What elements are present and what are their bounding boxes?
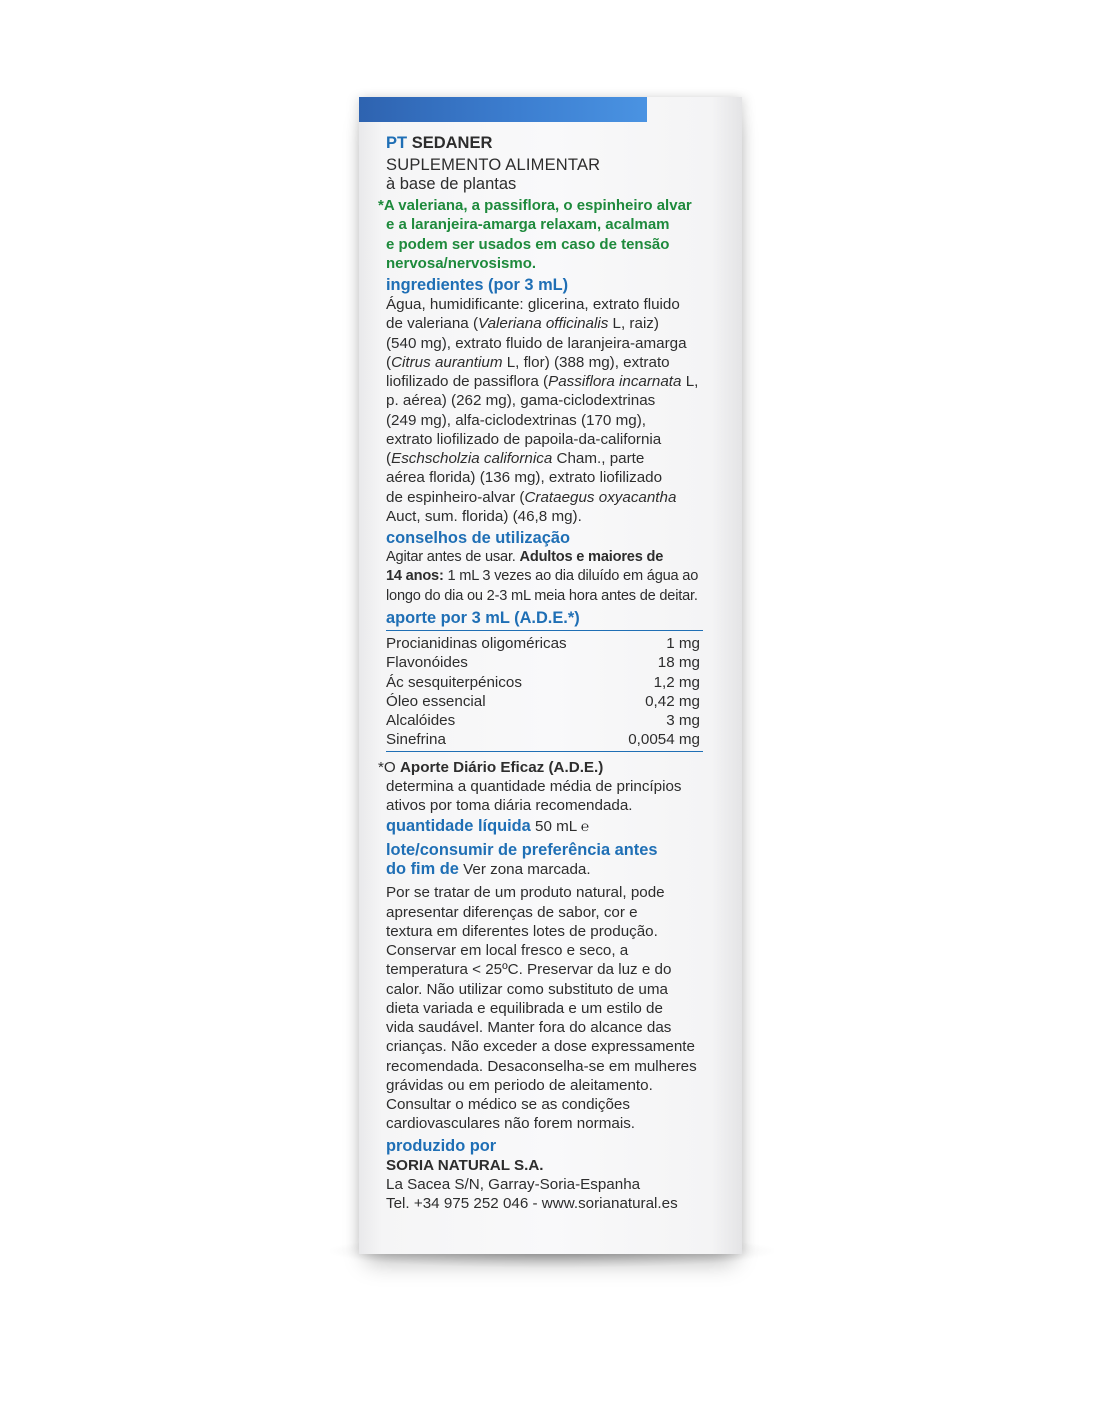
supply-row [386,730,703,749]
warning-line: crianças. Não exceder a dose expressamente [386,1038,695,1056]
lot-expiry-value: Ver zona marcada. [463,861,591,879]
lot-expiry-label-cont: do fim de [386,860,459,879]
latin-name: Crataegus oxyacantha [524,488,677,506]
ingredients-line: de espinheiro-alvar (Crataegus oxyacantha [386,488,677,506]
supply-heading: aporte por 3 mL (A.D.E.*) [386,608,580,627]
warning-line: textura em diferentes lotes de produção. [386,922,658,940]
warning-line: Por se tratar de um produto natural, pode [386,884,665,902]
warnings-text [386,883,732,1133]
ingredients-list [386,295,732,526]
warning-line: calor. Não utilizar como substituto de uma [386,980,668,998]
footnote-line: ativos por toma diária recomendada. [386,797,633,815]
usage-line: longo do dia ou 2-3 mL meia hora antes de deitar. [386,587,698,604]
producer-name: SORIA NATURAL S.A. [386,1156,544,1174]
ingredients-heading: ingredientes (por 3 mL) [386,276,569,295]
warning-line: Conservar em local fresco e seco, a [386,942,629,960]
net-quantity [386,817,732,836]
nutrient-name: Flavonóides [386,654,468,672]
claim-line: e a laranjeira-amarga relaxam, acalmam [386,216,670,234]
ingredients-line: (Citrus aurantium L, flor) (388 mg), extrato [386,353,670,371]
producer-address: La Sacea S/N, Garray-Soria-Espanha [386,1175,641,1193]
estimated-sign-icon: ℮ [580,818,590,835]
latin-name: Valeriana officinalis [478,315,609,333]
nutrient-name: Óleo essencial [386,692,486,710]
claim-line: e podem ser usados em caso de tensão [386,235,670,253]
usage-heading: conselhos de utilização [386,529,570,548]
supply-row [386,692,703,711]
ingredients-line: (249 mg), alfa-ciclodextrinas (170 mg), [386,411,646,429]
producer-heading: produzido por [386,1136,497,1155]
ingredients-line: Auct, sum. florida) (46,8 mg). [386,507,582,525]
latin-name: Citrus aurantium [391,353,503,371]
nutrient-name: Alcalóides [386,712,456,730]
footnote-line: determina a quantidade média de princípios [386,777,682,795]
product-category: SUPLEMENTO ALIMENTAR [386,156,601,174]
product-title [386,133,732,153]
usage-line: Agitar antes de usar. Adultos e maiores de [386,549,664,566]
latin-name: Eschscholzia californica [391,450,553,468]
nutrient-amount: 1,2 mg [653,673,700,691]
lot-expiry-label: lote/consumir de preferência antes [386,840,658,859]
nutrient-name: Procianidinas oligoméricas [386,634,567,652]
nutrient-amount: 0,0054 mg [628,731,700,749]
net-quantity-label: quantidade líquida [386,817,531,836]
label-text-block [378,133,732,1213]
warning-line: grávidas ou em periodo de aleitamento. [386,1076,653,1094]
nutrient-amount: 1 mg [666,634,700,652]
ingredients-line: (Eschscholzia californica Cham., parte [386,450,645,468]
emphasis: Adultos e maiores de [519,549,664,566]
health-claim [378,196,732,273]
nutrient-amount: 3 mg [666,712,700,730]
latin-name: Passiflora incarnata [548,373,682,391]
nutrient-name: Sinefrina [386,731,446,749]
ade-footnote [378,758,732,816]
claim-line: nervosa/nervosismo. [386,254,537,272]
warning-line: vida saudável. Manter fora do alcance das [386,1019,672,1037]
product-category-detail: à base de plantas [386,175,517,193]
ingredients-line: (540 mg), extrato fluido de laranjeira-amarga [386,334,687,352]
blue-header-stripe [359,97,647,122]
producer-contact: Tel. +34 975 252 046 - www.sorianatural.es [386,1195,678,1213]
lot-expiry [386,841,732,880]
warning-line: apresentar diferenças de sabor, cor e [386,903,638,921]
supply-row [386,653,703,672]
product-box-side-panel [359,97,742,1254]
nutrient-amount: 18 mg [657,654,700,672]
supply-row [386,711,703,730]
supply-row [386,634,703,653]
net-quantity-value: 50 mL [535,818,577,836]
product-name: SEDANER [411,134,493,152]
nutrient-amount: 0,42 mg [645,692,700,710]
warning-line: Consultar o médico se as condições [386,1096,630,1114]
usage-line: 14 anos: 1 mL 3 vezes ao dia diluído em água ao [386,568,699,585]
ingredients-line: Água, humidificante: glicerina, extrato fluido [386,296,680,314]
usage-instructions [386,548,732,606]
ingredients-line: p. aérea) (262 mg), gama-ciclodextrinas [386,392,656,410]
warning-line: cardiovasculares não forem normais. [386,1115,636,1133]
ingredients-line: de valeriana (Valeriana officinalis L, raiz) [386,315,659,333]
nutrient-name: Ác sesquiterpénicos [386,673,522,691]
supply-table [386,630,703,752]
warning-line: recomendada. Desaconselha-se em mulheres [386,1057,697,1075]
ade-term: Aporte Diário Eficaz (A.D.E.) [399,758,604,776]
emphasis: 14 anos: [386,568,444,585]
warning-line: temperatura < 25ºC. Preservar da luz e do [386,961,672,979]
ingredients-line: extrato liofilizado de papoila-da-california [386,430,662,448]
ingredients-line: liofilizado de passiflora (Passiflora incarnata L, [386,373,699,391]
claim-line: *A valeriana, a passiflora, o espinheiro alvar [378,197,692,214]
supply-row [386,673,703,692]
warning-line: dieta variada e equilibrada e um estilo de [386,999,663,1017]
footnote-line: *O Aporte Diário Eficaz (A.D.E.) [378,758,604,776]
ingredients-line: aérea florida) (136 mg), extrato liofilizado [386,469,663,487]
country-code: PT [386,134,408,152]
